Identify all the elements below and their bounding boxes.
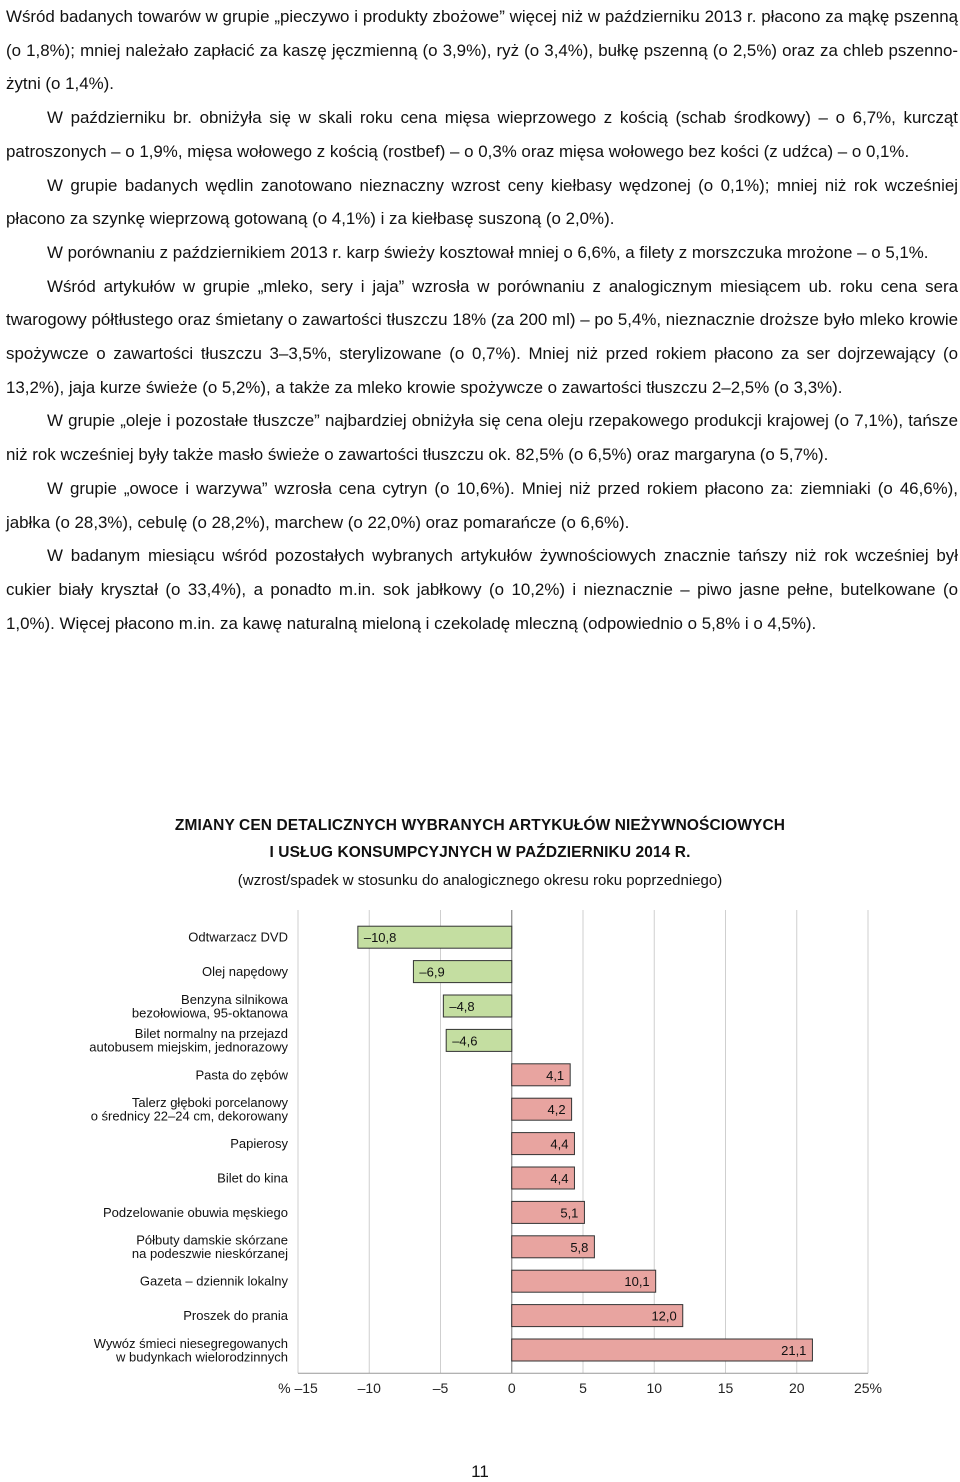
paragraph: Wśród badanych towarów w grupie „pieczywo i produkty zbożowe” więcej niż w październiku 2013 r. płacono za mąkę pszenną (o 1,8%); mniej należało zapłacić za kaszę jęczmienną (o 3,9%), ryż (o 3,4%), bułkę pszenną (o 2,5%) oraz za chleb pszenno-żytni (o 1,4%). xyxy=(6,7,958,94)
bar-value-label: 21,1 xyxy=(781,1343,807,1358)
category-label: Papierosy xyxy=(230,1136,288,1152)
chart-subtitle: (wzrost/spadek w stosunku do analogicznego okresu roku poprzedniego) xyxy=(237,872,723,889)
category-label: Półbuty damskie skórzane xyxy=(136,1232,288,1248)
bar-value-label: 4,4 xyxy=(550,1171,569,1186)
x-tick-label: 20 xyxy=(788,1380,805,1397)
category-label: Podzelowanie obuwia męskiego xyxy=(102,1204,288,1220)
paragraph: W porównaniu z październikiem 2013 r. karp świeży kosztował mniej o 6,6%, a filety z morszczuka mrożone – o 5,1%. xyxy=(47,242,929,262)
bar-value-label: 5,1 xyxy=(560,1205,579,1221)
paragraph: W październiku br. obniżyła się w skali roku cena mięsa wieprzowego z kością (schab środkowy) – o 6,7%, kurcząt patroszonych – o 1,9%, mięsa wołowego z kością (rostbef) – o 0,3% oraz mięsa wołowego bez kości (z udźca) – o 0,1%. xyxy=(6,108,958,161)
bar-value-label: 4,4 xyxy=(550,1136,569,1152)
bar-value-label: –4,8 xyxy=(449,999,475,1014)
category-label: Proszek do prania xyxy=(183,1308,288,1324)
x-tick-label: 10 xyxy=(646,1380,663,1397)
paragraph: W grupie „oleje i pozostałe tłuszcze” najbardziej obniżyła się cena oleju rzepakowego produkcji krajowej (o 7,1%), tańsze niż rok wcześniej były także masło świeże o zawartości tłuszczu ok. 82,5% (o 6,5%) oraz margaryna (o 5,7%). xyxy=(6,411,958,465)
x-tick-label: % –15 xyxy=(278,1380,318,1397)
x-tick-label: 15 xyxy=(717,1380,734,1397)
x-tick-label: 0 xyxy=(507,1380,516,1397)
category-label: Bilet normalny na przejazd xyxy=(134,1026,288,1042)
x-tick-label: –5 xyxy=(432,1380,449,1397)
chart-title-line1: ZMIANY CEN DETALICZNYCH WYBRANYCH ARTYKUŁÓW NIEŻYWNOŚCIOWYCH xyxy=(174,817,786,834)
category-label: autobusem miejskim, jednorazowy xyxy=(89,1039,288,1055)
x-tick-label: –10 xyxy=(357,1380,381,1397)
category-label: Bilet do kina xyxy=(217,1170,288,1186)
category-label: o średnicy 22–24 cm, dekorowany xyxy=(90,1108,288,1124)
bar-value-label: –10,8 xyxy=(363,930,397,946)
category-label: Talerz głęboki porcelanowy xyxy=(131,1094,288,1110)
bar-value-label: –4,6 xyxy=(452,1033,478,1049)
bar-value-label: 4,1 xyxy=(546,1067,565,1083)
bar-value-label: 10,1 xyxy=(624,1274,650,1290)
category-label: Benzyna silnikowa xyxy=(181,991,288,1007)
category-label: na podeszwie nieskórzanej xyxy=(131,1246,288,1262)
body-text xyxy=(6,0,958,640)
paragraph: W grupie „owoce i warzywa” wzrosła cena cytryn (o 10,6%). Mniej niż przed rokiem płacono za: ziemniaki (o 46,6%), jabłka (o 28,3%), cebulę (o 28,2%), marchew (o 22,0%) oraz pomarańcze (o 6,6%). xyxy=(6,478,958,532)
bar-value-label: –6,9 xyxy=(419,964,445,980)
category-label: Wywóz śmieci niesegregowanych xyxy=(93,1335,288,1351)
category-label: w budynkach wielorodzinnych xyxy=(116,1349,288,1365)
bar-value-label: 5,8 xyxy=(570,1239,589,1255)
bar-chart xyxy=(0,900,960,1400)
category-label: Pasta do zębów xyxy=(195,1067,288,1083)
category-label: Olej napędowy xyxy=(202,964,288,980)
bar-value-label: 4,2 xyxy=(547,1102,566,1118)
page-number: 11 xyxy=(471,1462,489,1481)
category-label: bezołowiowa, 95-oktanowa xyxy=(131,1005,288,1021)
paragraph: Wśród artykułów w grupie „mleko, sery i jaja” wzrosła w porównaniu z analogicznym miesiącem ub. roku cena sera twarogowy półtłustego oraz śmietany o zawartości tłuszczu 18% (za 200 ml) – po 5,4%, nieznacznie droższe było mleko krowie spożywcze o zawartości tłuszczu 3–3,5%, sterylizowane (o 0,7%). Mniej niż przed rokiem płacono za ser dojrzewający (o 13,2%), jaja kurze świeże (o 5,2%), a także za mleko krowie spożywcze o zawartości tłuszczu 2–2,5% (o 3,3%). xyxy=(6,276,958,397)
chart-title-line2: I USŁUG KONSUMPCYJNYCH W PAŹDZIERNIKU 2014 R. xyxy=(269,844,691,861)
paragraph: W grupie badanych wędlin zanotowano nieznaczny wzrost ceny kiełbasy wędzonej (o 0,1%); mniej niż rok wcześniej płacono za szynkę wieprzową gotowaną (o 4,1%) i za kiełbasę suszoną (o 2,0%). xyxy=(6,175,958,229)
bar xyxy=(512,1339,813,1361)
x-tick-label: 25% xyxy=(853,1380,883,1397)
bar-value-label: 12,0 xyxy=(651,1308,677,1324)
category-label: Odtwarzacz DVD xyxy=(188,929,288,945)
x-tick-label: 5 xyxy=(579,1380,587,1397)
paragraph: W badanym miesiącu wśród pozostałych wybranych artykułów żywnościowych znacznie tańszy niż rok wcześniej był cukier biały kryształ (o 33,4%), a ponadto m.in. sok jabłkowy (o 10,2%) i nieznacznie – piwo jasne pełne, butelkowane (o 1,0%). Więcej płacono m.in. za kawę naturalną mieloną i czekoladę mleczną (odpowiednio o 5,8% i o 4,5%). xyxy=(6,546,958,633)
category-label: Gazeta – dziennik lokalny xyxy=(139,1273,288,1289)
